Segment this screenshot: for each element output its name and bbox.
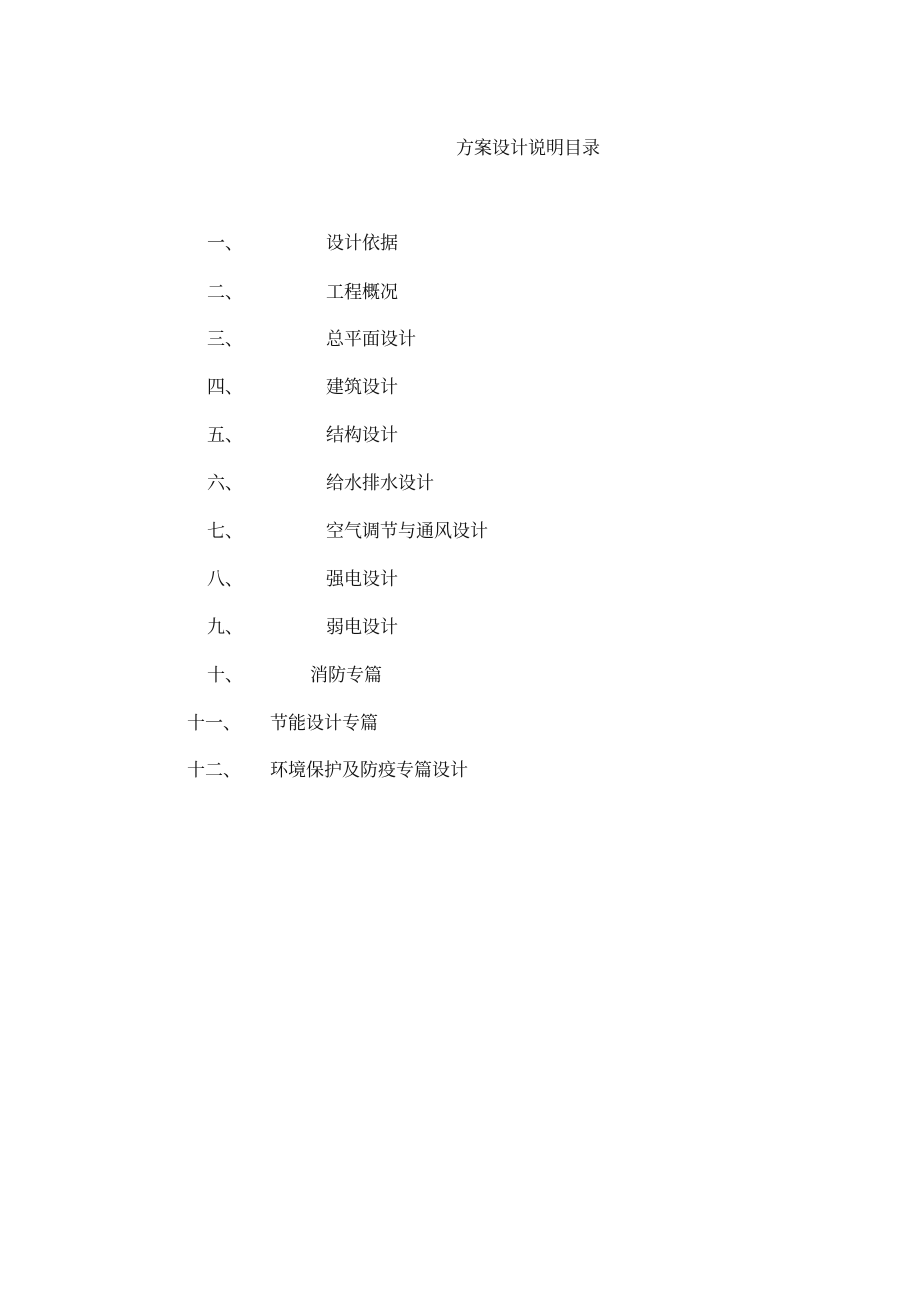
toc-item-text: 环境保护及防疫专篇设计 xyxy=(270,760,468,781)
toc-item-text: 空气调节与通风设计 xyxy=(326,521,488,542)
toc-item-1 xyxy=(0,231,920,257)
toc-item-2 xyxy=(0,280,920,306)
toc-item-text: 建筑设计 xyxy=(326,377,398,398)
toc-item-11 xyxy=(0,711,920,737)
toc-item-number: 八、 xyxy=(207,569,243,590)
toc-item-8 xyxy=(0,567,920,593)
toc-item-text: 结构设计 xyxy=(326,425,398,446)
toc-item-number: 七、 xyxy=(207,521,243,542)
toc-item-10 xyxy=(0,663,920,689)
toc-item-number: 九、 xyxy=(207,617,243,638)
toc-item-number: 十二、 xyxy=(187,760,241,781)
toc-item-number: 二、 xyxy=(207,282,243,303)
toc-item-3 xyxy=(0,327,920,353)
document-title: 方案设计说明目录 xyxy=(456,138,600,159)
toc-item-number: 六、 xyxy=(207,473,243,494)
toc-item-7 xyxy=(0,519,920,545)
toc-item-4 xyxy=(0,375,920,401)
toc-item-number: 四、 xyxy=(207,377,243,398)
toc-item-number: 十、 xyxy=(207,665,243,686)
toc-item-12 xyxy=(0,758,920,784)
toc-item-text: 设计依据 xyxy=(326,233,398,254)
toc-item-text: 总平面设计 xyxy=(326,329,416,350)
toc-item-text: 节能设计专篇 xyxy=(270,713,378,734)
toc-item-text: 消防专篇 xyxy=(310,665,382,686)
toc-item-number: 三、 xyxy=(207,329,243,350)
toc-item-number: 五、 xyxy=(207,425,243,446)
toc-item-number: 一、 xyxy=(207,233,243,254)
toc-item-number: 十一、 xyxy=(187,713,241,734)
toc-item-text: 强电设计 xyxy=(326,569,398,590)
toc-item-text: 工程概况 xyxy=(326,282,398,303)
toc-item-text: 给水排水设计 xyxy=(326,473,434,494)
toc-item-text: 弱电设计 xyxy=(326,617,398,638)
toc-item-5 xyxy=(0,423,920,449)
toc-item-6 xyxy=(0,471,920,497)
toc-item-9 xyxy=(0,615,920,641)
